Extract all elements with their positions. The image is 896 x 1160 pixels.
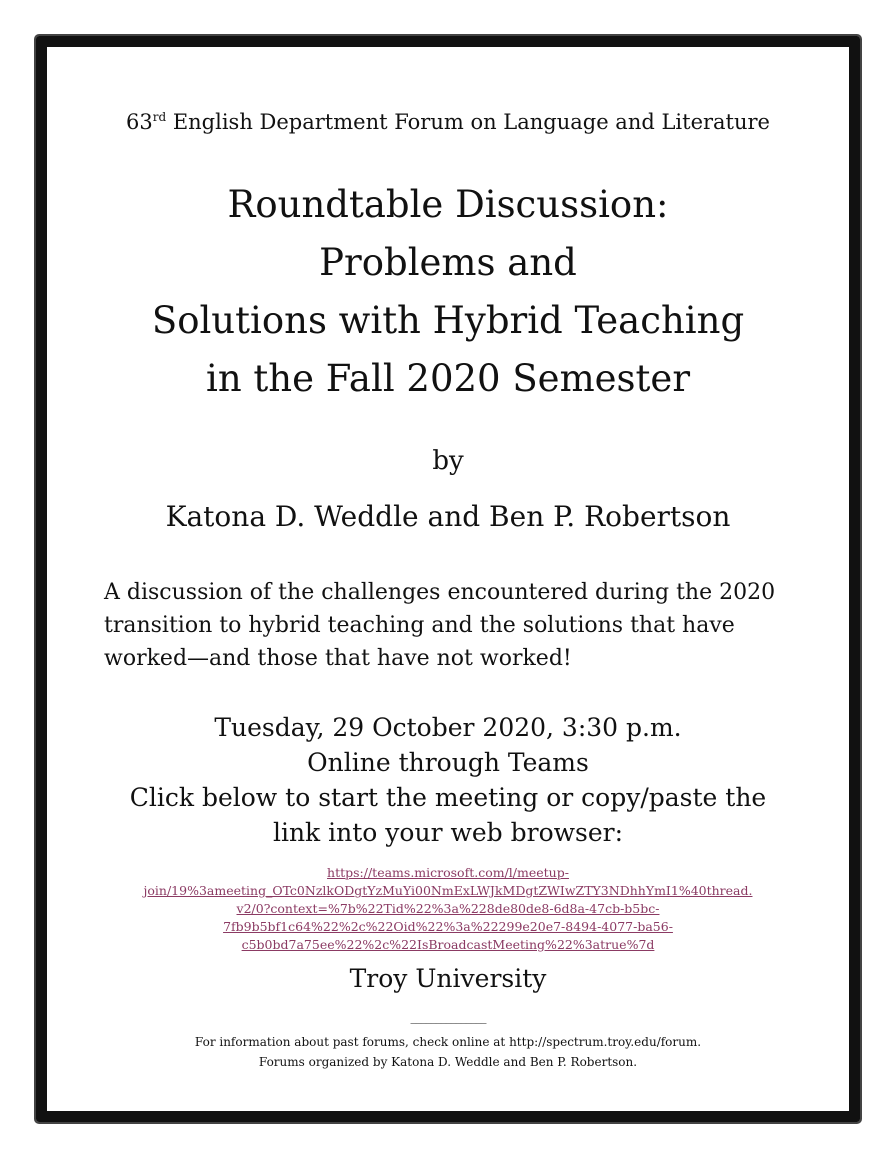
instructions-line: link into your web browser:	[272, 818, 624, 847]
event-description: A discussion of the challenges encountered during the 2020 transition to hybrid teaching and the solutions that have worked—and those that have not worked!	[104, 580, 776, 671]
footer-organizers: Forums organized by Katona D. Weddle and Ben P. Robertson.	[258, 1055, 638, 1069]
meeting-link-line[interactable]: c5b0bd7a75ee%22%2c%22IsBroadcastMeeting%22%3atrue%7d	[241, 937, 655, 952]
title-line: Solutions with Hybrid Teaching	[151, 299, 745, 342]
forum-heading	[58, 110, 838, 134]
event-venue: Online through Teams	[307, 748, 589, 777]
forum-name: English Department Forum on Language and Literature	[172, 110, 770, 134]
title-line: Roundtable Discussion:	[227, 183, 669, 226]
title-line: in the Fall 2020 Semester	[205, 357, 691, 400]
meeting-link-line[interactable]: https://teams.microsoft.com/l/meetup-	[327, 865, 569, 880]
forum-number-suffix: rd	[152, 110, 167, 124]
meeting-link-line[interactable]: 7fb9b5bf1c64%22%2c%22Oid%22%3a%22299e20e7-8494-4077-ba56-	[223, 919, 673, 934]
university-name: Troy University	[349, 964, 547, 993]
event-datetime: Tuesday, 29 October 2020, 3:30 p.m.	[214, 713, 682, 742]
meeting-link-line[interactable]: join/19%3ameeting_OTc0NzlkODgtYzMuYi00NmExLWJkMDgtZWIwZTY3NDhhYmI1%40thread.	[143, 883, 753, 898]
by-label: by	[432, 446, 464, 476]
authors: Katona D. Weddle and Ben P. Robertson	[165, 500, 731, 533]
event-details	[58, 710, 838, 850]
meeting-link-line[interactable]: v2/0?context=%7b%22Tid%22%3a%228de80de8-6d8a-47cb-b5bc-	[236, 901, 660, 916]
footer	[58, 1032, 838, 1072]
meeting-link[interactable]	[58, 864, 838, 954]
event-title	[58, 176, 838, 408]
title-line: Problems and	[319, 241, 577, 284]
flyer	[58, 58, 838, 1098]
divider: _______________	[410, 1010, 486, 1024]
forum-number: 63	[125, 110, 153, 134]
instructions-line: Click below to start the meeting or copy/paste the	[129, 783, 767, 812]
footer-info: For information about past forums, check online at http://spectrum.troy.edu/forum.	[194, 1035, 702, 1049]
